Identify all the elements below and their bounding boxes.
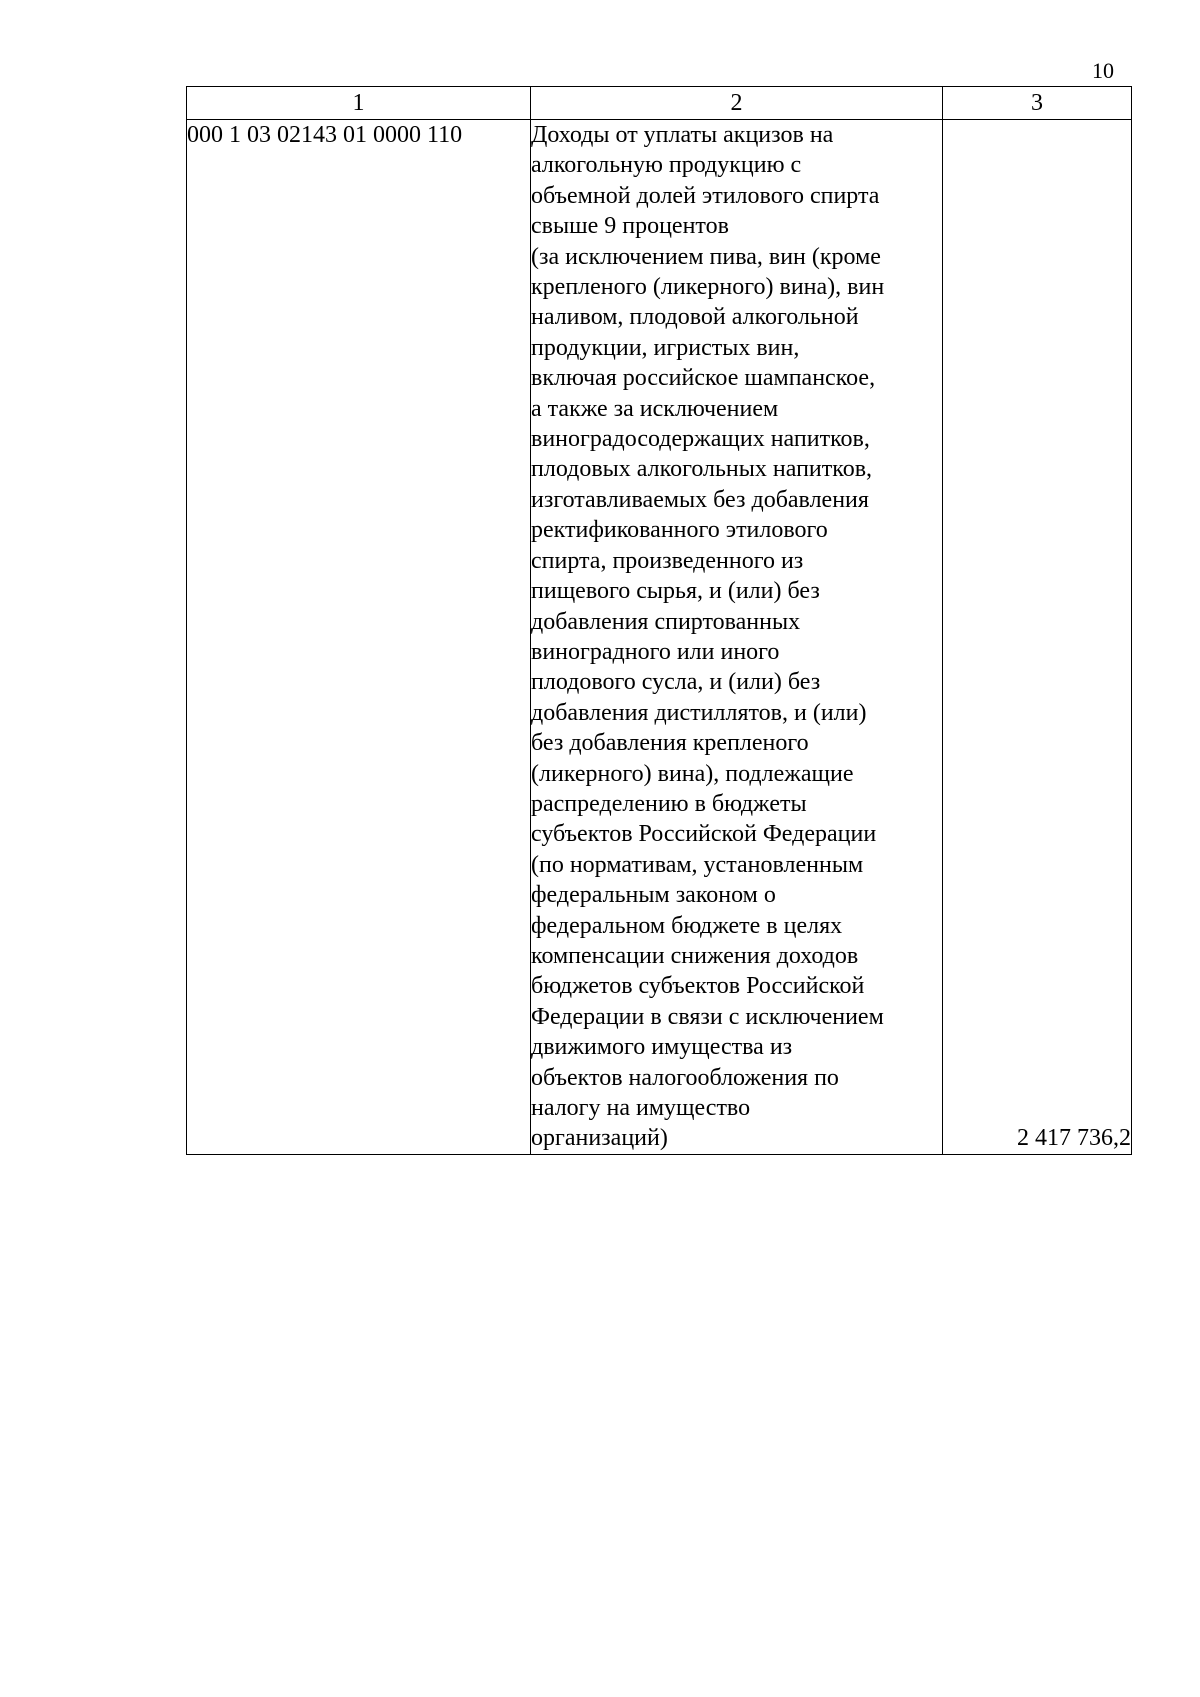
description-line: плодовых алкогольных напитков,: [531, 456, 873, 483]
description-line: налогу на имущество: [531, 1095, 751, 1121]
budget-classification-code: 000 1 03 02143 01 0000 110: [187, 120, 531, 1155]
description-line: продукции, игристых вин,: [531, 334, 800, 361]
column-header-1: 1: [187, 87, 531, 120]
description-line: федеральным законом о: [531, 882, 776, 909]
description-line: изготавливаемых без добавления: [531, 486, 869, 513]
description-line: Доходы от уплаты акцизов на: [531, 122, 834, 148]
revenue-amount: 2 417 736,2: [943, 120, 1132, 1155]
description-line: крепленого (ликерного) вина), вин: [531, 274, 885, 301]
description-line: без добавления крепленого: [531, 730, 809, 757]
column-header-2: 2: [531, 87, 943, 120]
table-header-row: [187, 87, 1132, 120]
description-line: объектов налогообложения по: [531, 1064, 839, 1091]
description-line: федеральном бюджете в целях: [531, 912, 843, 939]
description-line: добавления дистиллятов, и (или): [531, 699, 867, 726]
revenue-description: [531, 120, 943, 1155]
budget-revenue-table: [186, 86, 1132, 1155]
description-line: (по нормативам, установленным: [531, 851, 864, 878]
description-line: наливом, плодовой алкогольной: [531, 304, 859, 331]
description-line: плодового сусла, и (или) без: [531, 669, 821, 696]
description-line: компенсации снижения доходов: [531, 942, 859, 969]
description-line: добавления спиртованных: [531, 608, 801, 635]
description-line: алкогольную продукцию с: [531, 152, 802, 179]
description-line: а также за исключением: [531, 395, 779, 422]
description-line: виноградного или иного: [531, 638, 780, 665]
description-line: бюджетов субъектов Российской: [531, 973, 865, 1000]
description-line: организаций): [531, 1125, 668, 1152]
description-line: ректификованного этилового: [531, 517, 828, 544]
description-line: Федерации в связи с исключением: [531, 1003, 884, 1030]
description-line: пищевого сырья, и (или) без: [531, 578, 820, 605]
description-line: включая российское шампанское,: [531, 365, 876, 392]
description-line: объемной долей этилового спирта: [531, 182, 880, 209]
table-row: [187, 120, 1132, 1155]
description-line: распределению в бюджеты: [531, 790, 807, 817]
column-header-3: 3: [943, 87, 1132, 120]
description-line: движимого имущества из: [531, 1034, 793, 1061]
page-number: 10: [1092, 58, 1114, 83]
description-line: субъектов Российской Федерации: [531, 821, 877, 848]
description-line: свыше 9 процентов: [531, 213, 729, 240]
description-line: виноградосодержащих напитков,: [531, 426, 870, 453]
description-line: спирта, произведенного из: [531, 547, 804, 574]
description-line: (ликерного) вина), подлежащие: [531, 760, 854, 787]
description-line: (за исключением пива, вин (кроме: [531, 243, 881, 270]
